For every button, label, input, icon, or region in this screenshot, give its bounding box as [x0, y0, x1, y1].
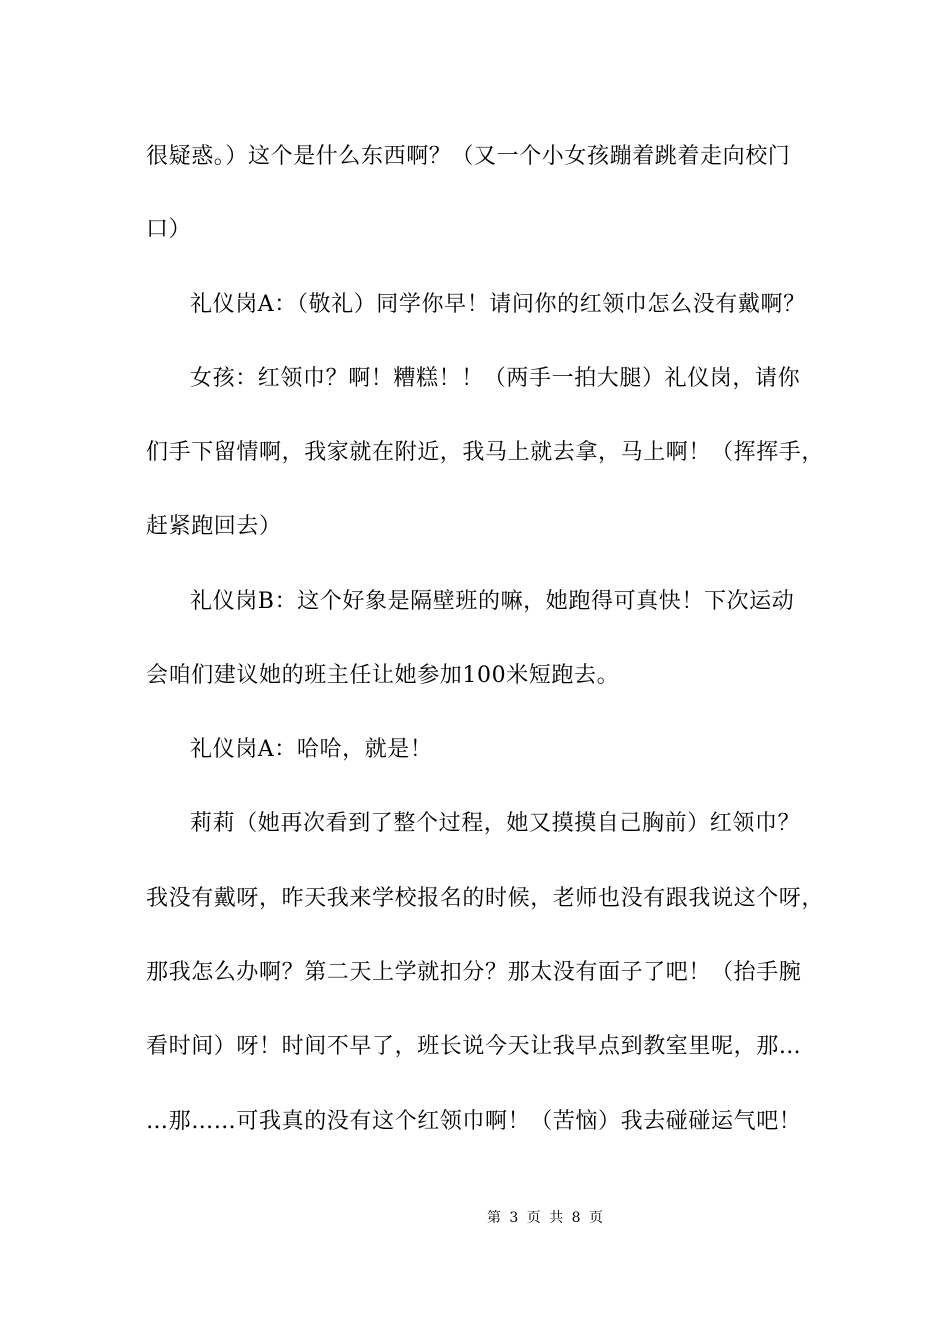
text-line: 女孩：红领巾？啊！糟糕！！（两手一拍大腿）礼仪岗，请你: [190, 366, 801, 391]
page-footer: [0, 1208, 950, 1228]
footer-total-pages: 8: [571, 1210, 581, 1226]
footer-label-ye2: 页: [589, 1210, 604, 1226]
text-line: 莉莉（她再次看到了整个过程，她又摸摸自己胸前）红领巾？: [190, 811, 801, 836]
text-line: …那……可我真的没有这个红领巾啊！（苦恼）我去碰碰运气吧！: [146, 1109, 802, 1134]
text-line: 口）: [146, 217, 192, 242]
text-line: 们手下留情啊，我家就在附近，我马上就去拿，马上啊！（挥挥手，: [146, 440, 825, 465]
footer-label-page: 第: [486, 1210, 501, 1226]
text-line: 礼仪岗B：这个好象是隔壁班的嘛，她跑得可真快！下次运动: [190, 589, 795, 614]
footer-current-page: 3: [509, 1210, 519, 1226]
text-line: 礼仪岗A：哈哈，就是！: [190, 737, 433, 762]
text-line: 赶紧跑回去）: [146, 514, 282, 539]
footer-label-total: 共: [549, 1210, 564, 1226]
text-line: 看时间）呀！时间不早了，班长说今天让我早点到教室里呢，那…: [146, 1034, 802, 1059]
text-line: 我没有戴呀，昨天我来学校报名的时候，老师也没有跟我说这个呀，: [146, 886, 825, 911]
text-line: 那我怎么办啊？第二天上学就扣分？那太没有面子了吧！（抬手腕: [146, 960, 802, 985]
text-line: 会咱们建议她的班主任让她参加100米短跑去。: [146, 663, 620, 688]
text-line: 礼仪岗A：（敬礼）同学你早！请问你的红领巾怎么没有戴啊？: [190, 292, 806, 317]
footer-label-ye: 页: [526, 1210, 541, 1226]
text-line: 很疑惑。）这个是什么东西啊？（又一个小女孩蹦着跳着走向校门: [146, 144, 791, 169]
